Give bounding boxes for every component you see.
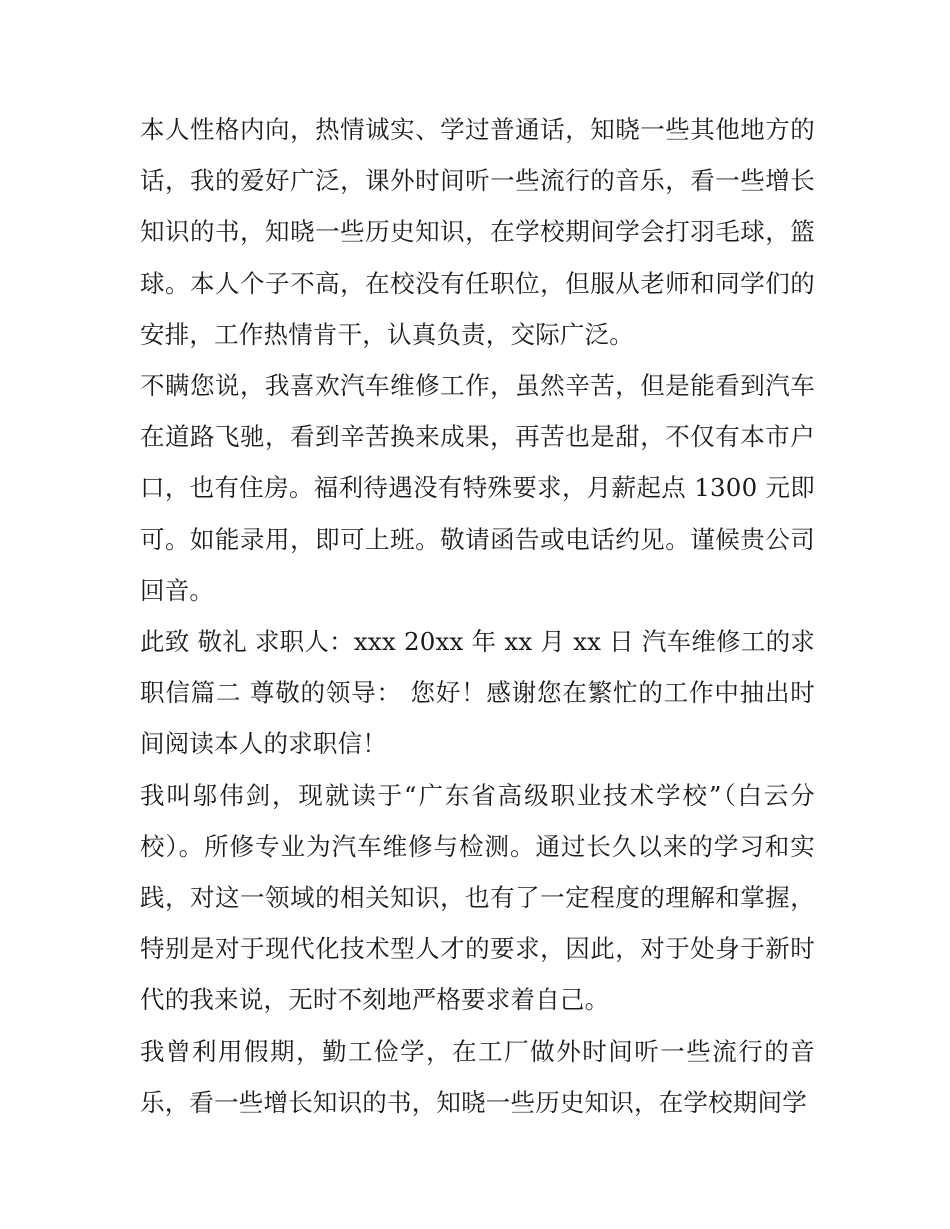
paragraph-closing-and-letter-two-intro: 此致 敬礼 求职人：xxx 20xx 年 xx 月 xx 日 汽车维修工的求职信篇二 尊敬的领导： 您好！感谢您在繁忙的工作中抽出时间阅读本人的求职信！: [140, 627, 815, 759]
document-body: [140, 104, 815, 1128]
paragraph-personality: 本人性格内向，热情诚实、学过普通话，知晓一些其他地方的话，我的爱好广泛，课外时间听一些流行的音乐，看一些增长知识的书，知晓一些历史知识，在学校期间学会打羽毛球，篮球。本人个子不高，在校没有任职位，但服从老师和同学们的安排，工作热情肯干，认真负责，交际广泛。: [140, 115, 815, 349]
paragraph-self-introduction: 我叫邬伟剑，现就读于“广东省高级职业技术学校”（白云分校）。所修专业为汽车维修与检测。通过长久以来的学习和实践，对这一领域的相关知识，也有了一定程度的理解和掌握，特别是对于现代化技术型人才的要求，因此，对于处身于新时代的我来说，无时不刻地严格要求着自己。: [140, 780, 815, 1015]
paragraph-job-interest: 不瞒您说，我喜欢汽车维修工作，虽然辛苦，但是能看到汽车在道路飞驰，看到辛苦换来成果，再苦也是甜，不仅有本市户口，也有住房。福利待遇没有特殊要求，月薪起点 1300 元即可。如能录用，即可上班。敬请函告或电话约见。谨候贵公司回音。: [140, 371, 815, 605]
paragraph-work-experience: 我曾利用假期，勤工俭学，在工厂做外时间听一些流行的音乐，看一些增长知识的书，知晓一些历史知识，在学校期间学: [140, 1036, 815, 1117]
